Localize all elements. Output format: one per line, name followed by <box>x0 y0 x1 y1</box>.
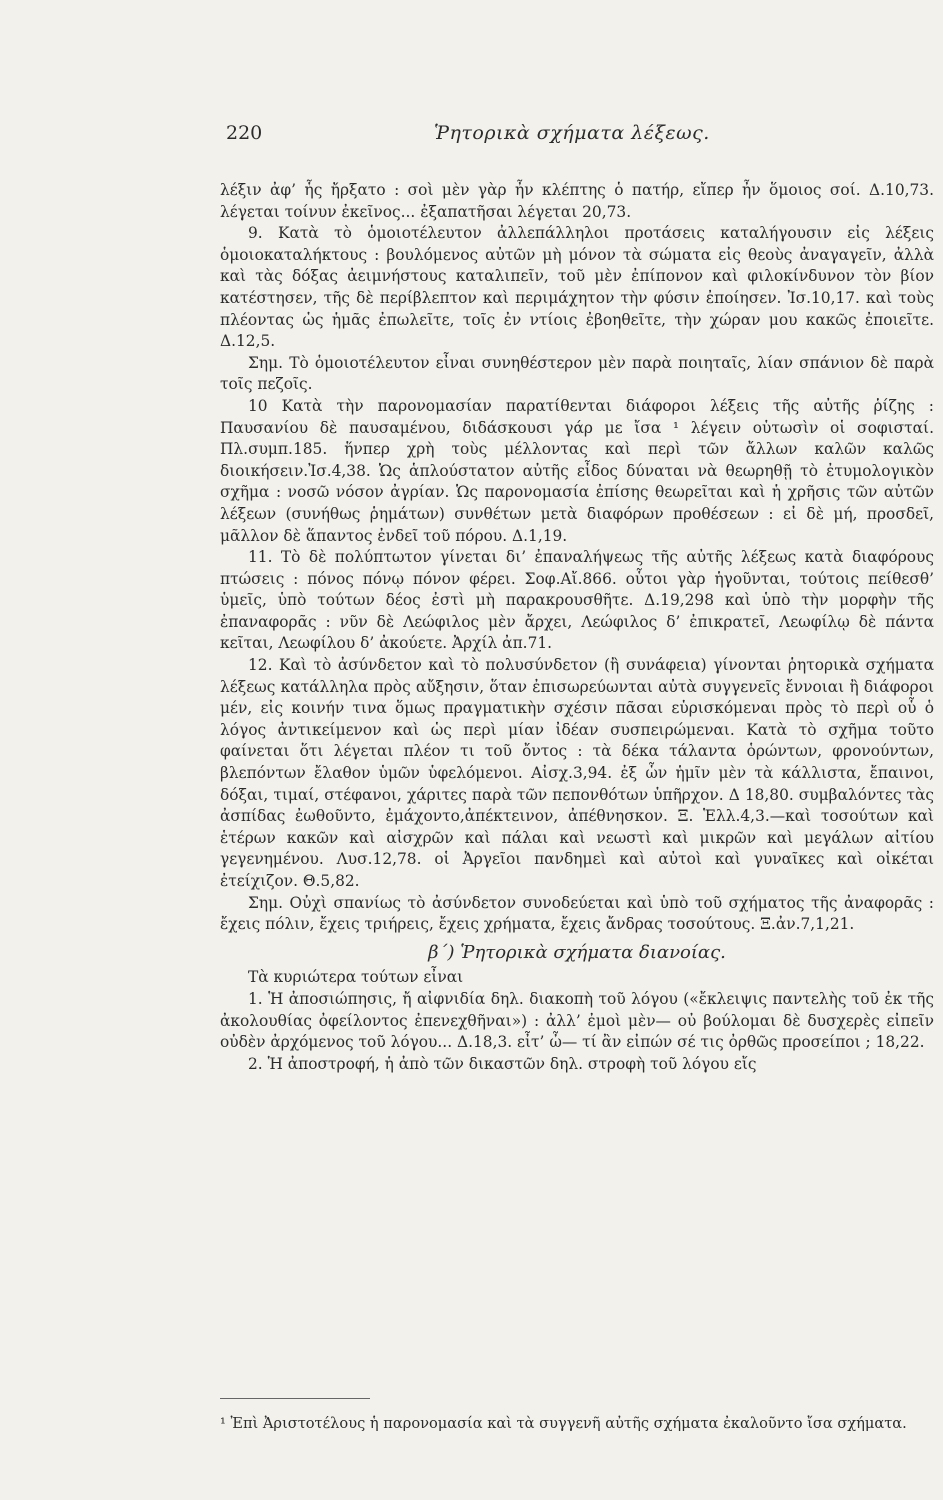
footnote-text: ¹ Ἐπὶ Ἀριστοτέλους ἡ παρονομασία καὶ τὰ συγγενῆ αὐτῆς σχήματα ἐκαλοῦντο ἴσα σχήματα. <box>220 1415 907 1432</box>
section-heading: β΄) Ῥητορικὰ σχήματα διανοίας. <box>428 941 726 963</box>
paragraph: 10 Κατὰ τὴν παρονομασίαν παρατίθενται διάφοροι λέξεις τῆς αὐτῆς ῥίζης : Παυσανίου δὲ παυσαμένου, διδάσκουσι γάρ με ἴσα ¹ λέγειν οὑτωσὶν οἱ σοφισταί. Πλ.συμπ.185. ἥνπερ χρὴ τοὺς μέλλοντας καὶ περὶ τῶν ἄλλων καλῶν καλῶς διοικήσειν.Ἰσ.4,38. Ὡς ἁπλούστατον αὐτῆς εἶδος δύναται νὰ θεωρηθῇ τὸ ἐτυμολογικὸν σχῆμα : νοσῶ νόσον ἀγρίαν. Ὡς παρονομασία ἐπίσης θεωρεῖται καὶ ἡ χρῆσις τῶν αὐτῶν λέξεων (συνήθως ῥημάτων) συνθέτων μετὰ διαφόρων προθέσεων : εἰ δὲ μή, προσδεῖ, μᾶλλον δὲ ἅπαντος ἐνδεῖ τοῦ πόρου. Δ.1,19. <box>220 396 934 545</box>
page-number: 220 <box>226 122 263 144</box>
main-text <box>220 180 934 1075</box>
paragraph: 9. Κατὰ τὸ ὁμοιοτέλευτον ἀλλεπάλληλοι προτάσεις καταλήγουσιν εἰς λέξεις ὁμοιοκαταλήκτους : βουλόμενος αὐτῶν μὴ μόνον τὰ σώματα εἰς θεοὺς ἀναγαγεῖν, ἀλλὰ καὶ τὰς δόξας ἀειμνήστους καταλιπεῖν, τοῦ μὲν ἐπίπονον καὶ φιλοκίνδυνον τὸν βίον κατέστησεν, τῆς δὲ περίβλεπτον καὶ περιμάχητον τὴν φύσιν ἐποίησεν. Ἰσ.10,17. καὶ τοὺς πλέοντας ὡς ἡμᾶς ἐπωλεῖτε, τοῖς ἐν ντίοις ἐβοηθεῖτε, τὴν χώραν μου κακῶς ἐποιεῖτε. Δ.12,5. <box>220 224 934 351</box>
footnote <box>220 1414 934 1434</box>
paragraph: 2. Ἡ ἀποστροφή, ἡ ἀπὸ τῶν δικαστῶν δηλ. στροφὴ τοῦ λόγου εἴς <box>248 1054 757 1073</box>
paragraph: Σημ. Οὐχὶ σπανίως τὸ ἀσύνδετον συνοδεύεται καὶ ὑπὸ τοῦ σχήματος τῆς ἀναφορᾶς : ἔχεις πόλιν, ἔχεις τριήρεις, ἔχεις χρήματα, ἔχεις ἄνδρας τοσούτους. Ξ.ἀν.7,1,21. <box>220 893 934 934</box>
paragraph: Σημ. Τὸ ὁμοιοτέλευτον εἶναι συνηθέστερον μὲν παρὰ ποιηταῖς, λίαν σπάνιον δὲ παρὰ τοῖς πεζοῖς. <box>220 353 934 394</box>
footnote-rule <box>220 1398 370 1399</box>
paragraph: Τὰ κυριώτερα τούτων εἶναι <box>248 968 464 987</box>
page-header <box>226 122 936 150</box>
paragraph: 11. Τὸ δὲ πολύπτωτον γίνεται δι’ ἐπαναλήψεως τῆς αὐτῆς λέξεως κατὰ διαφόρους πτώσεις : πόνος πόνῳ πόνον φέρει. Σοφ.Αἴ.866. οὗτοι γὰρ ἡγοῦνται, τούτοις πείθεσθ’ ὑμεῖς, ὑπὸ τούτων δέος ἐστὶ μὴ παρακρουσθῆτε. Δ.19,298 καὶ ὑπὸ τὴν μορφὴν τῆς ἐπαναφορᾶς : νῦν δὲ Λεώφιλος μὲν ἄρχει, Λεώφιλος δ’ ἐπικρατεῖ, Λεωφίλῳ δὲ πάντα κεῖται, Λεωφίλου δ’ ἀκούετε. Ἀρχίλ ἀπ.71. <box>220 548 934 653</box>
paragraph: λέξιν ἀφ’ ἧς ἤρξατο : σοὶ μὲν γὰρ ἦν κλέπτης ὁ πατήρ, εἴπερ ἦν ὅμοιος σοί. Δ.10,73. λέγεται τοίνυν ἐκεῖνος... ἐξαπατῆσαι λέγεται 20,73. <box>220 181 934 221</box>
running-title: Ῥητορικὰ σχήματα λέξεως. <box>434 122 710 144</box>
paragraph: 12. Καὶ τὸ ἀσύνδετον καὶ τὸ πολυσύνδετον (ἢ συνάφεια) γίνονται ῥητορικὰ σχήματα λέξεως κατάλληλα πρὸς αὔξησιν, ὅταν ἐπισωρεύωνται αὐτὰ συγγενεῖς ἔννοιαι ἢ διάφοροι μέν, εἰς κοινήν τινα ὅμως πραγματικὴν σχέσιν πᾶσαι εὑρισκόμεναι πρὸς τὸ περὶ οὗ ὁ λόγος ἀντικείμενον καὶ ὡς περὶ μίαν ἰδέαν συσπειρώμεναι. Κατὰ τὸ σχῆμα τοῦτο φαίνεται ὅτι λέγεται πλέον τι τοῦ ὄντος : τὰ δέκα τάλαντα ὁρώντων, φρονούντων, βλεπόντων ἔλαθον ὑμῶν ὑφελόμενοι. Αἰσχ.3,94. ἐξ ὧν ἡμῖν μὲν τὰ κάλλιστα, ἔπαινοι, δόξαι, τιμαί, στέφανοι, χάριτες παρὰ τῶν πεπονθότων ὑπῆρχον. Δ 18,80. συμβαλόντες τὰς ἀσπίδας ἐωθοῦντο, ἐμάχοντο,ἀπέκτεινον, ἀπέθνησκον. Ξ. Ἑλλ.4,3.—καὶ τοσούτων καὶ ἑτέρων κακῶν καὶ αἰσχρῶν καὶ πάλαι καὶ νεωστὶ καὶ μικρῶν καὶ μεγάλων αἰτίου γεγενημένου. Λυσ.12,78. οἱ Ἀργεῖοι πανδημεὶ καὶ αὐτοὶ καὶ γυναῖκες καὶ οἰκέται ἐτείχιζον. Θ.5,82. <box>220 656 934 890</box>
paragraph: 1. Ἡ ἀποσιώπησις, ἤ αἰφνιδία δηλ. διακοπὴ τοῦ λόγου («ἔκλειψις παντελὴς τοῦ ἐκ τῆς ἀκολουθίας ὀφείλοντος ἐπενεχθῆναι») : ἀλλ’ ἐμοὶ μὲν— οὐ βούλομαι δὲ δυσχερὲς εἰπεῖν οὐδὲν ἀρχόμενος τοῦ λόγου... Δ.18,3. εἶτ’ ὦ— τί ἂν εἰπών σέ τις ὀρθῶς προσείποι ; 18,22. <box>220 989 934 1052</box>
